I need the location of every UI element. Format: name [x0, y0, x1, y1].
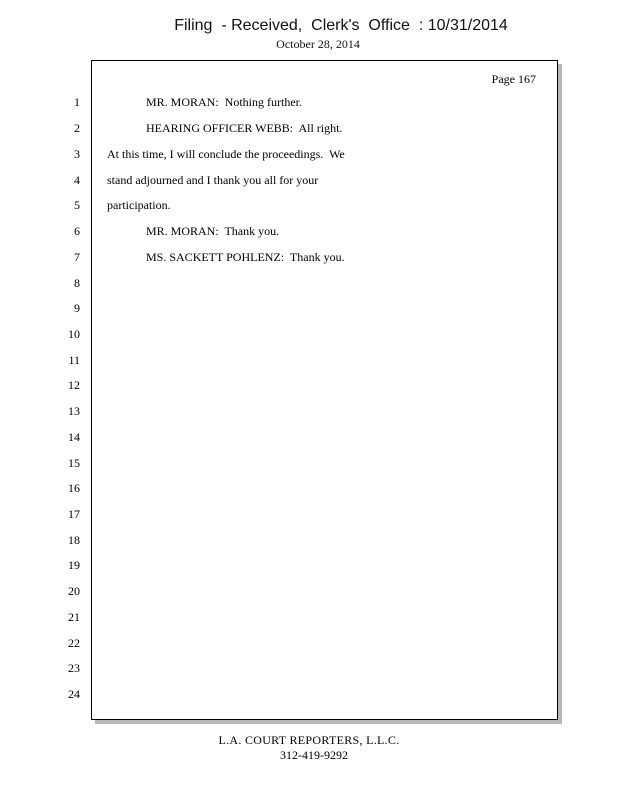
- transcript-line: MR. MORAN: Thank you.: [146, 224, 280, 238]
- line-number: 23: [68, 661, 80, 675]
- reporter-company: L.A. COURT REPORTERS, L.L.C.: [218, 733, 400, 747]
- line-number: 15: [68, 456, 80, 470]
- line-number: 4: [74, 173, 80, 187]
- line-number: 6: [74, 224, 80, 238]
- line-number: 8: [74, 276, 80, 290]
- page-number: Page 167: [491, 72, 536, 86]
- line-number: 3: [74, 147, 80, 161]
- line-number: 20: [68, 584, 80, 598]
- transcript-date: October 28, 2014: [276, 37, 360, 51]
- line-number: 19: [68, 558, 80, 572]
- line-number: 22: [68, 636, 80, 650]
- line-number: 7: [74, 250, 80, 264]
- line-number: 21: [68, 610, 80, 624]
- line-number: 1: [74, 95, 80, 109]
- line-number: 10: [68, 327, 80, 341]
- line-number: 16: [68, 481, 80, 495]
- line-number: 18: [68, 533, 80, 547]
- line-number: 11: [68, 353, 80, 367]
- transcript-line: HEARING OFFICER WEBB: All right.: [146, 121, 343, 135]
- transcript-line: stand adjourned and I thank you all for your: [107, 173, 319, 187]
- line-number: 24: [68, 687, 80, 701]
- line-number: 9: [74, 301, 80, 315]
- line-number: 2: [74, 121, 80, 135]
- transcript-line: MR. MORAN: Nothing further.: [146, 95, 302, 109]
- line-number: 13: [68, 404, 80, 418]
- line-number: 14: [68, 430, 80, 444]
- line-number: 5: [74, 198, 80, 212]
- transcript-line: MS. SACKETT POHLENZ: Thank you.: [146, 250, 345, 264]
- filing-stamp: Filing - Received, Clerk's Office : 10/31/2014: [174, 17, 508, 34]
- line-number: 17: [68, 507, 80, 521]
- transcript-line: participation.: [107, 198, 171, 212]
- transcript-line: At this time, I will conclude the proceedings. We: [107, 147, 345, 161]
- reporter-phone: 312-419-9292: [280, 748, 348, 762]
- line-number: 12: [68, 378, 80, 392]
